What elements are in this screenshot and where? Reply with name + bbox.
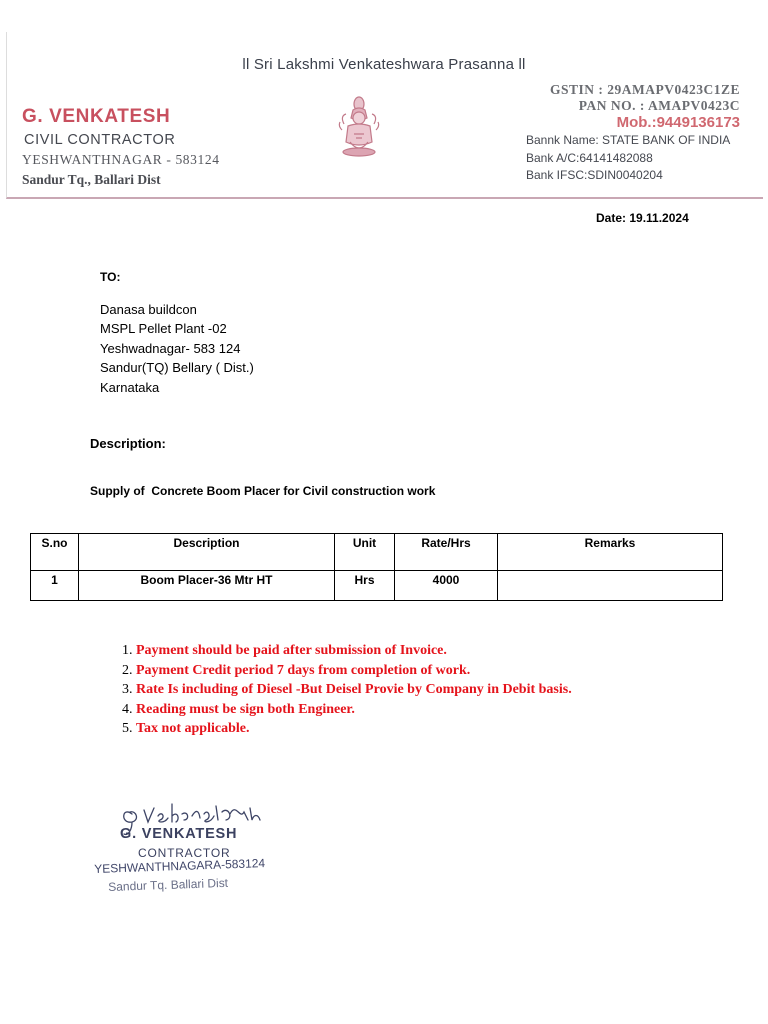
table-cell: 1 bbox=[31, 571, 79, 601]
company-address-line1: YESHWANTHNAGAR - 583124 bbox=[22, 152, 220, 167]
terms-item: 2. Payment Credit period 7 days from completion of work. bbox=[136, 661, 572, 681]
recipient-line: Danasa buildcon bbox=[100, 302, 197, 317]
table-cell: Boom Placer-36 Mtr HT bbox=[79, 571, 335, 601]
table-header-cell: Rate/Hrs bbox=[395, 534, 498, 571]
bank-name: Bannk Name: STATE BANK OF INDIA bbox=[526, 133, 731, 147]
table-cell: 4000 bbox=[395, 571, 498, 601]
terms-list bbox=[108, 641, 572, 739]
recipient-line: Karnataka bbox=[100, 379, 160, 395]
bank-ifsc: Bank IFSC:SDIN0040204 bbox=[526, 168, 663, 182]
letterhead-invocation: ll Sri Lakshmi Venkateshwara Prasanna ll bbox=[242, 56, 526, 73]
gstin-number: GSTIN : 29AMAPV0423C1ZE bbox=[549, 82, 740, 97]
table-cell bbox=[498, 571, 723, 601]
description-label: Description: bbox=[90, 436, 166, 451]
terms-item: 3. Rate Is including of Diesel -But Deisel Provie by Company in Debit basis. bbox=[136, 680, 572, 700]
stamp-address-line2: Sandur Tq. Ballari Dist bbox=[108, 875, 229, 894]
stamp-name: G. VENKATESH bbox=[120, 826, 238, 842]
table-header-cell: Unit bbox=[335, 534, 395, 571]
document-date: Date: 19.11.2024 bbox=[596, 211, 689, 225]
table-header-cell: Description bbox=[79, 534, 335, 571]
table-row bbox=[31, 571, 723, 601]
terms-item: 1. Payment should be paid after submission of Invoice. bbox=[136, 641, 572, 661]
recipient-address bbox=[100, 300, 254, 397]
stamp-address-line1: YESHWANTHNAGARA-583124 bbox=[94, 856, 266, 876]
pan-number: PAN NO. : AMAPV0423C bbox=[578, 98, 740, 113]
mobile-number: Mob.:9449136173 bbox=[616, 114, 740, 131]
table-cell: Hrs bbox=[335, 571, 395, 601]
terms-item: 5. Tax not applicable. bbox=[136, 719, 572, 739]
letterhead bbox=[0, 0, 768, 200]
table-header-cell: S.no bbox=[31, 534, 79, 571]
items-table bbox=[30, 533, 723, 601]
table-header-cell: Remarks bbox=[498, 534, 723, 571]
deity-emblem-icon bbox=[336, 96, 382, 158]
terms-item: 4. Reading must be sign both Engineer. bbox=[136, 700, 572, 720]
recipient-line: Sandur(TQ) Bellary ( Dist.) bbox=[100, 360, 254, 376]
recipient-line: Yeshwadnagar- 583 124 bbox=[100, 340, 241, 356]
company-title: CIVIL CONTRACTOR bbox=[24, 132, 176, 148]
supply-text: Supply of Concrete Boom Placer for Civil construction work bbox=[90, 484, 436, 498]
recipient-label: TO: bbox=[100, 270, 121, 284]
bank-account: Bank A/C:64141482088 bbox=[526, 151, 653, 165]
company-address-line2: Sandur Tq., Ballari Dist bbox=[22, 172, 161, 187]
table-header-row bbox=[31, 534, 723, 571]
recipient-line: MSPL Pellet Plant -02 bbox=[100, 321, 227, 337]
stamp-title: CONTRACTOR bbox=[138, 846, 231, 860]
company-name: G. VENKATESH bbox=[22, 106, 171, 127]
